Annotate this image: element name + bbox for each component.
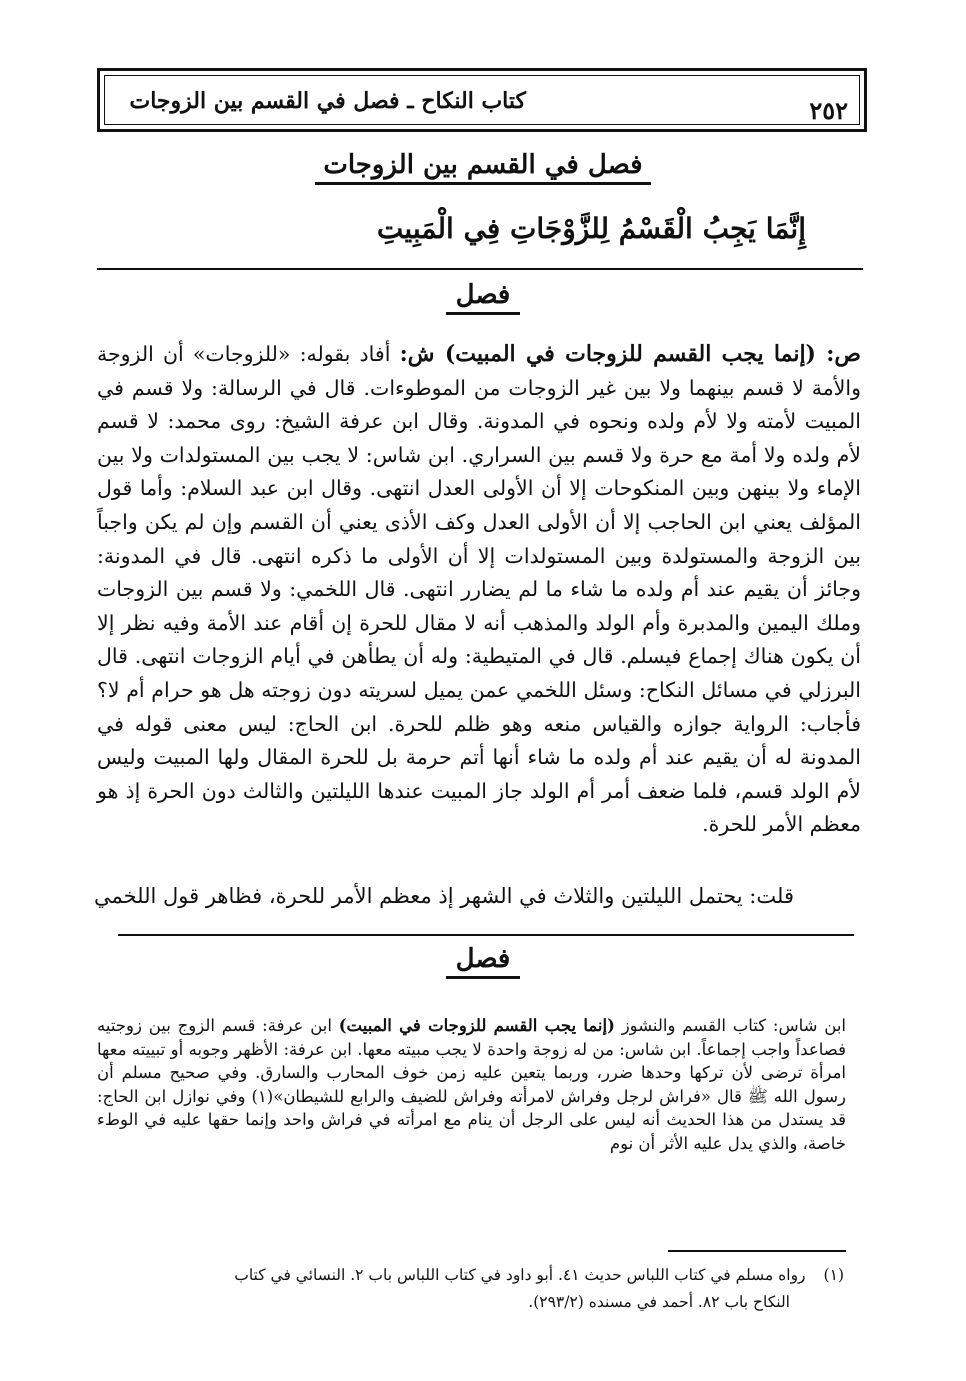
divider-rule xyxy=(97,268,863,270)
paragraph-start: ابن شاس: كتاب القسم والنشوز xyxy=(621,1016,846,1035)
section-title xyxy=(0,150,966,180)
footnote-marker: (١) xyxy=(823,1266,844,1284)
fasl-heading-text: فصل xyxy=(446,280,521,315)
fasl-heading xyxy=(0,944,966,974)
paragraph-body: ابن عرفة: قسم الزوج بين زوجتيه فصاعداً واجب إجماعاً. ابن شاس: من له زوجة واحدة لا يجب مبيته معها. ابن عرفة: الأظهر وجوبه أو تبييته معها امرأة ترضى لأن تركها وحدها ضرر، وربما يتعين عليه زمن خوف المحارب والسارق. وفي صحيح مسلم أن رسول الله ﷺ قال «فراش لرجل وفراش لامرأته وفراش للضيف والرابع للشيطان»(١) وفي نوازل ابن الحاج: قد يستدل من هذا الحديث أنه ليس على الرجل أن ينام مع امرأته في فراش واحد وإنما حقها عليه في الوطء خاصة، والذي يدل عليه الأثر أن نوم xyxy=(97,1016,847,1153)
running-header-title: كتاب النكاح ـ فصل في القسم بين الزوجات xyxy=(129,88,526,114)
qult-line: قلت: يحتمل الليلتين والثلاث في الشهر إذ معظم الأمر للحرة، فظاهر قول اللخمي xyxy=(93,884,794,908)
footnote-line: النكاح باب ٨٢. أحمد في مسنده (٢٩٣/٢). xyxy=(528,1293,790,1311)
commentary-paragraph xyxy=(97,338,861,842)
page-number: ٢٥٢ xyxy=(809,96,848,125)
divider-rule xyxy=(118,934,854,936)
secondary-paragraph xyxy=(97,1014,846,1156)
footnote-line xyxy=(78,1262,844,1289)
footnote-text: رواه مسلم في كتاب اللباس حديث ٤١. أبو داود في كتاب اللباس باب ٢. النسائي في كتاب xyxy=(234,1266,806,1284)
matn-text: إِنَّمَا يَجِبُ الْقَسْمُ لِلزَّوْجَاتِ فِي الْمَبِيتِ xyxy=(376,212,806,245)
paragraph-lead: ص: (إنما يجب القسم للزوجات في المبيت) ش: xyxy=(399,341,861,367)
fasl-heading xyxy=(0,280,966,310)
section-title-text: فصل في القسم بين الزوجات xyxy=(315,150,650,185)
paragraph-body: أفاد بقوله: «للزوجات» أن الزوجة والأمة لا قسم بينهما ولا بين غير الزوجات من الموطوءات. قال في الرسالة: ولا قسم في المبيت لأمته ولا لأم ولده ونحوه في المدونة. وقال ابن عرفة الشيخ: روى محمد: لا قسم لأم ولده ولا أمة مع حرة ولا قسم بين السراري. ابن شاس: لا يجب بين المستولدات ولا بين الإماء ولا بينهن وبين المنكوحات إلا أن الأولى العدل انتهى. وقال ابن عبد السلام: وأما قول المؤلف يعني ابن الحاجب إلا أن الأولى العدل وكف الأذى يعني أن القسم وإن لم يكن واجباً بين الزوجة والمستولدة وبين المستولدات إلا أن الأولى ما ذكره انتهى. قال في المدونة: وجائز أن يقيم عند أم ولده ما شاء ما لم يضارر انتهى. قال اللخمي: ولا قسم بين الزوجات وملك اليمين والمدبرة وأم الولد والمذهب أنه لا مقال للحرة إن أقام عند الأمة وفيه نظر إلا أن يكون هناك إجماع فيسلم. قال في المتيطية: وله أن يطأهن في أيام الزوجات انتهى. قال البرزلي في مسائل النكاح: وسئل اللخمي عمن يميل لسريته دون زوجته هل هو حرام أم لا؟ فأجاب: الرواية جوازه والقياس منعه وهو ظلم للحرة. ابن الحاج: ليس معنى قوله في المدونة له أن يقيم عند أم ولده ما شاء أنها أتم حرمة بل للحرة المقال ولها المبيت وليس لأم الولد قسم، فلما ضعف أمر أم الولد جاز المبيت عندها الليلتين والثالث دون الحرة إذ هو معظم الأمر للحرة. xyxy=(97,342,861,837)
footnote-separator xyxy=(668,1250,846,1252)
fasl-heading-text: فصل xyxy=(446,944,521,979)
paragraph-bold-quote: (إنما يجب القسم للزوجات في المبيت) xyxy=(338,1016,615,1035)
footnote xyxy=(78,1262,844,1316)
